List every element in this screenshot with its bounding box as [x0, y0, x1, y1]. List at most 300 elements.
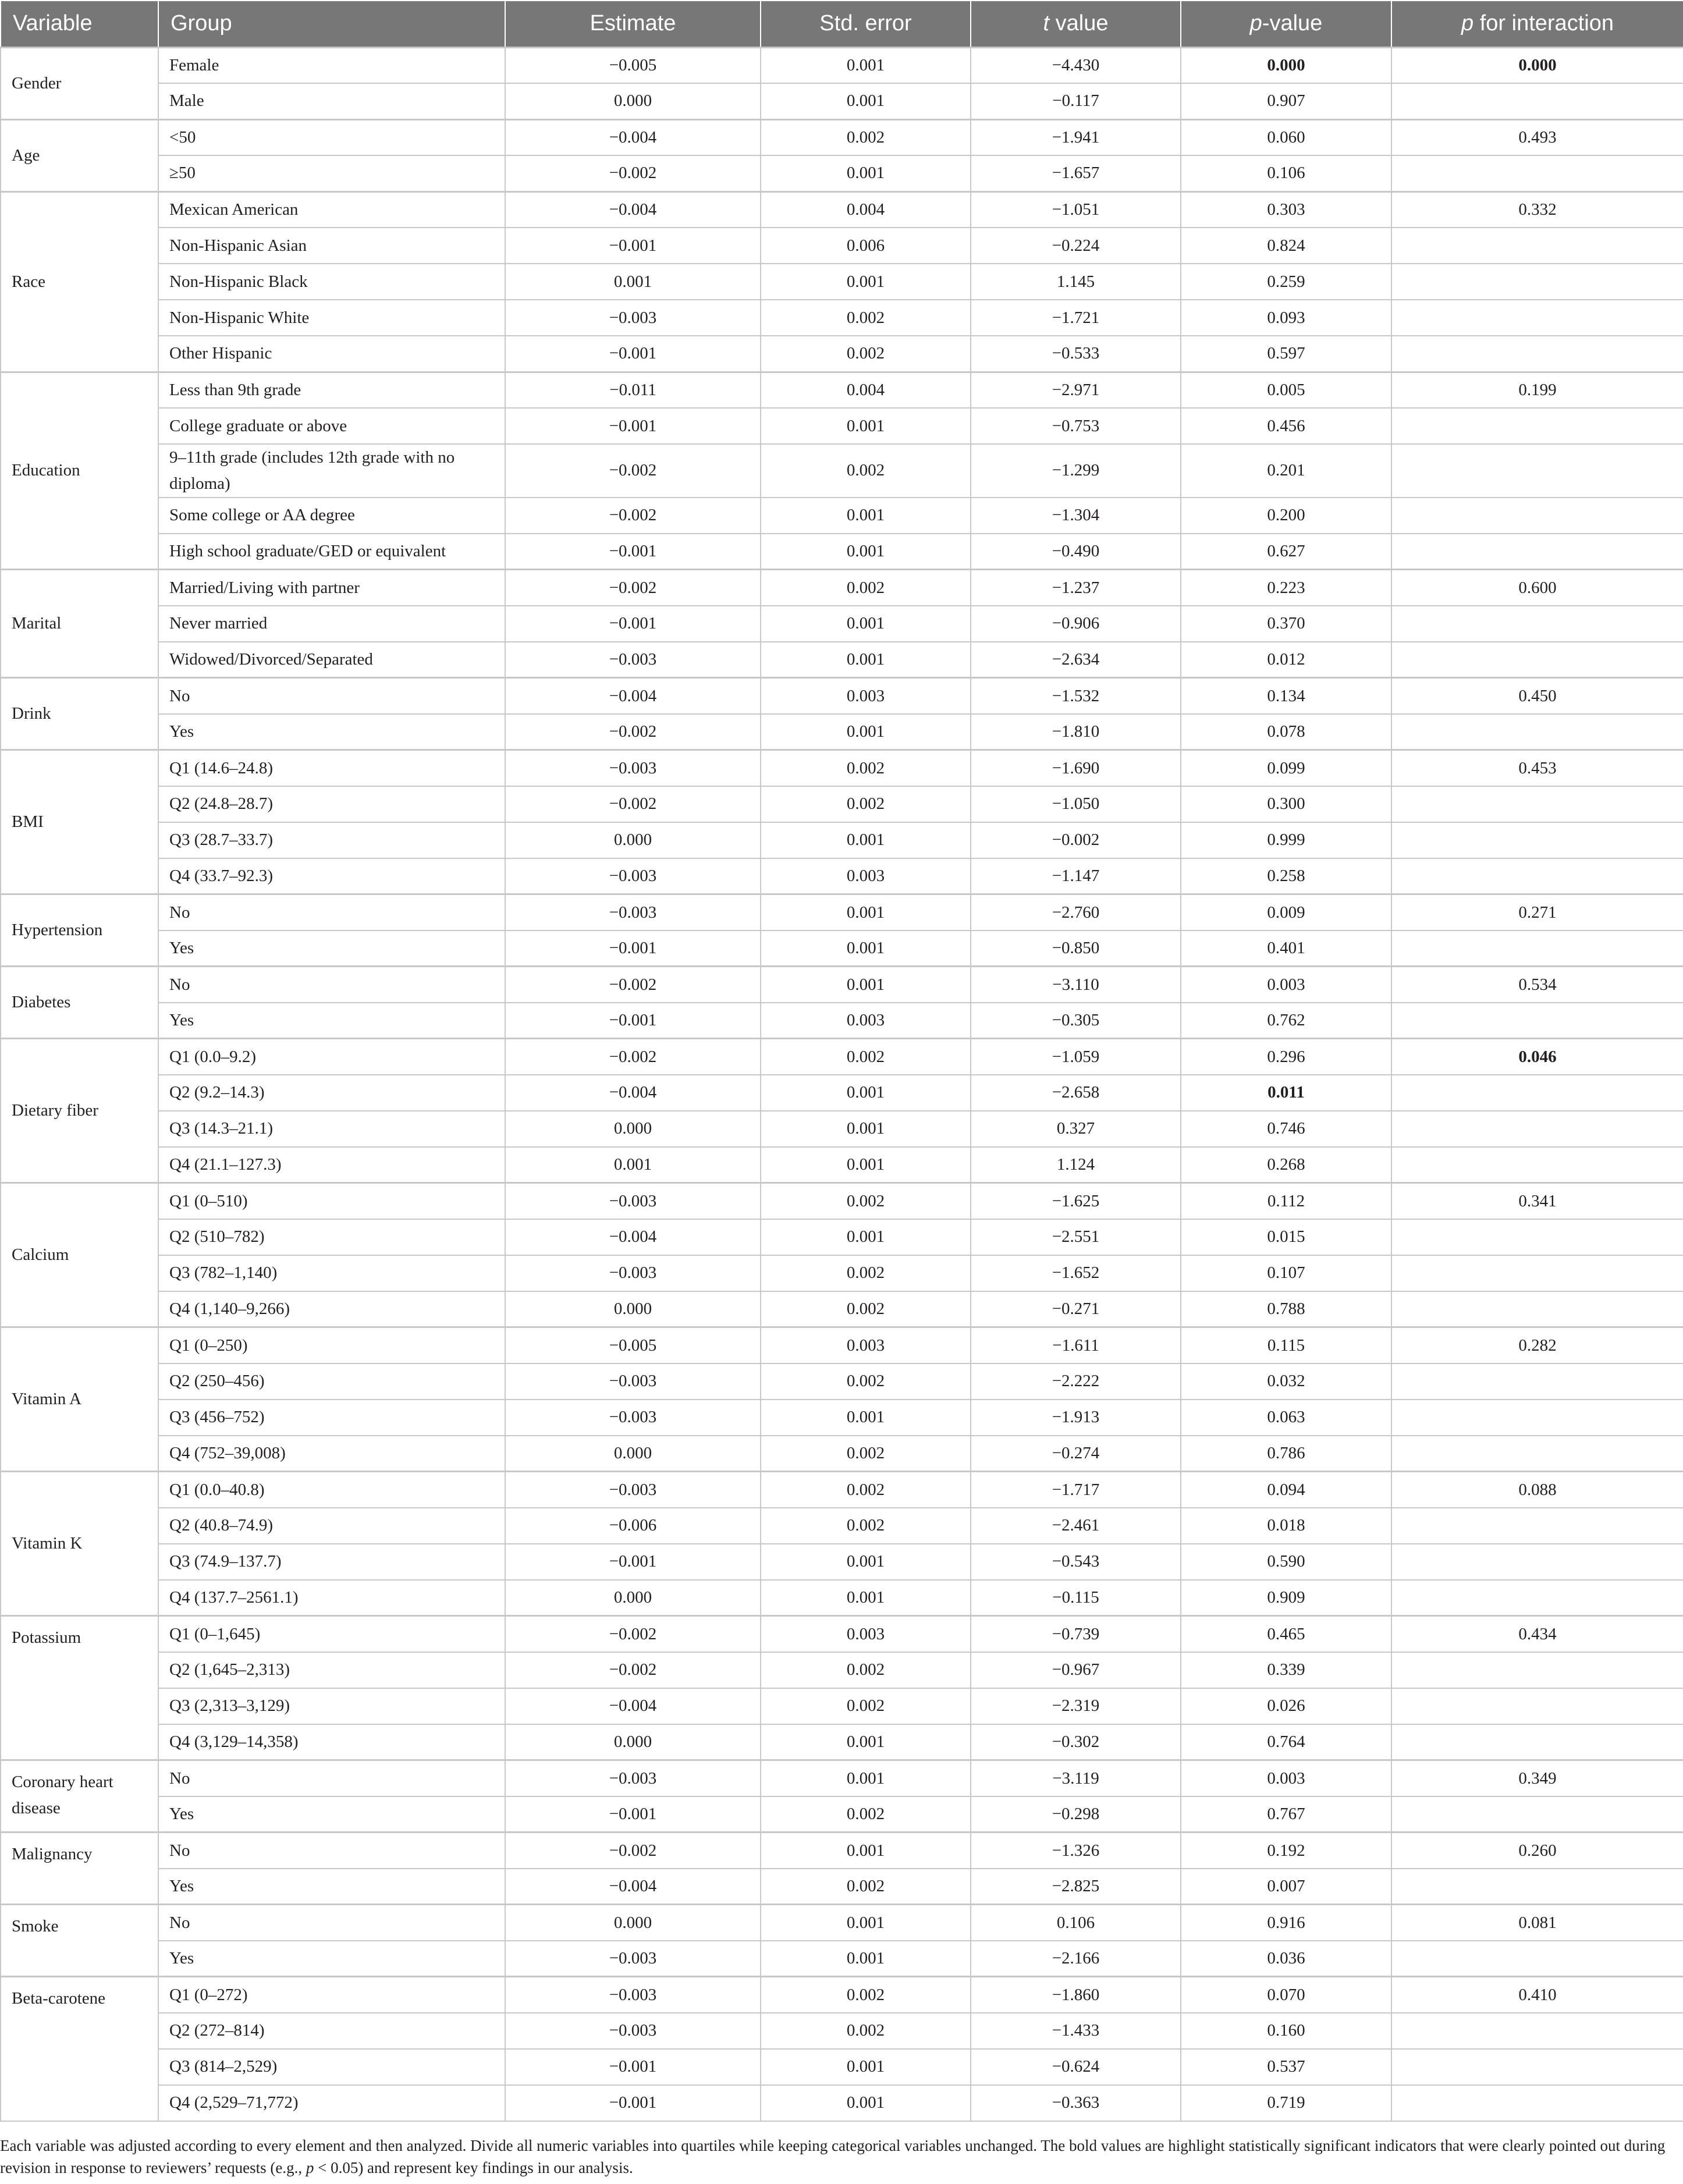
std-error-cell: 0.001 — [761, 1724, 971, 1760]
p-value-cell: 0.786 — [1181, 1436, 1391, 1472]
t-value-cell: −1.941 — [971, 119, 1181, 155]
table-row — [1, 155, 1683, 191]
table-row — [1, 858, 1683, 894]
p-interaction-cell: 0.349 — [1391, 1760, 1683, 1796]
estimate-cell: −0.001 — [505, 1796, 761, 1833]
p-value-cell: 0.018 — [1181, 1508, 1391, 1544]
p-interaction-cell: 0.434 — [1391, 1616, 1683, 1652]
estimate-cell: −0.001 — [505, 1003, 761, 1039]
table-row — [1, 606, 1683, 642]
t-value-cell: −2.634 — [971, 642, 1181, 678]
p-interaction-cell — [1391, 408, 1683, 444]
estimate-cell: −0.003 — [505, 858, 761, 894]
t-value-cell: −0.271 — [971, 1291, 1181, 1327]
p-value-cell: 0.258 — [1181, 858, 1391, 894]
group-cell: Q3 (814–2,529) — [158, 2049, 505, 2085]
std-error-cell: 0.002 — [761, 1183, 971, 1219]
table-row — [1, 1977, 1683, 2013]
t-value-cell: −1.299 — [971, 444, 1181, 498]
t-value-cell: −0.002 — [971, 822, 1181, 858]
table-row — [1, 1833, 1683, 1869]
t-value-cell: −0.302 — [971, 1724, 1181, 1760]
p-value-cell: 0.000 — [1181, 47, 1391, 83]
header-p-interaction-symbol: p — [1461, 11, 1474, 36]
t-value-cell: −2.222 — [971, 1363, 1181, 1400]
t-value-cell: −0.115 — [971, 1580, 1181, 1616]
table-row — [1, 372, 1683, 408]
table-row — [1, 642, 1683, 678]
t-value-cell: −0.363 — [971, 2085, 1181, 2121]
std-error-cell: 0.003 — [761, 858, 971, 894]
std-error-cell: 0.001 — [761, 931, 971, 967]
variable-cell: Gender — [1, 47, 158, 119]
p-value-cell: 0.999 — [1181, 822, 1391, 858]
p-value-cell: 0.099 — [1181, 750, 1391, 786]
table-row — [1, 264, 1683, 300]
p-interaction-cell — [1391, 1508, 1683, 1544]
header-t-symbol: t — [1043, 11, 1050, 36]
std-error-cell: 0.001 — [761, 1580, 971, 1616]
estimate-cell: 0.001 — [505, 1147, 761, 1183]
group-cell: Less than 9th grade — [158, 372, 505, 408]
p-value-cell: 0.300 — [1181, 786, 1391, 822]
estimate-cell: −0.003 — [505, 750, 761, 786]
estimate-cell: 0.000 — [505, 1905, 761, 1941]
group-cell: Q4 (33.7–92.3) — [158, 858, 505, 894]
p-value-cell: 0.200 — [1181, 498, 1391, 534]
estimate-cell: −0.004 — [505, 1219, 761, 1255]
table-row — [1, 1652, 1683, 1688]
p-interaction-cell — [1391, 2049, 1683, 2085]
estimate-cell: −0.001 — [505, 931, 761, 967]
table-row — [1, 1688, 1683, 1724]
t-value-cell: −0.967 — [971, 1652, 1181, 1688]
t-value-cell: −1.059 — [971, 1039, 1181, 1075]
std-error-cell: 0.001 — [761, 1544, 971, 1580]
group-cell: <50 — [158, 119, 505, 155]
t-value-cell: −1.147 — [971, 858, 1181, 894]
group-cell: Q2 (9.2–14.3) — [158, 1075, 505, 1111]
table-row — [1, 786, 1683, 822]
estimate-cell: 0.000 — [505, 1291, 761, 1327]
p-interaction-cell: 0.088 — [1391, 1472, 1683, 1508]
table-row — [1, 1472, 1683, 1508]
footnote-text-end: < 0.05) and represent key findings in our analysis. — [314, 2159, 633, 2176]
std-error-cell: 0.002 — [761, 1508, 971, 1544]
p-value-cell: 0.909 — [1181, 1580, 1391, 1616]
p-interaction-cell: 0.046 — [1391, 1039, 1683, 1075]
group-cell: No — [158, 1760, 505, 1796]
estimate-cell: 0.000 — [505, 822, 761, 858]
estimate-cell: −0.003 — [505, 1183, 761, 1219]
std-error-cell: 0.001 — [761, 534, 971, 570]
table-row — [1, 1760, 1683, 1796]
t-value-cell: −1.860 — [971, 1977, 1181, 2013]
p-value-cell: 0.762 — [1181, 1003, 1391, 1039]
group-cell: Female — [158, 47, 505, 83]
group-cell: Yes — [158, 931, 505, 967]
header-p-label: -value — [1262, 11, 1323, 36]
group-cell: Q2 (510–782) — [158, 1219, 505, 1255]
p-value-cell: 0.094 — [1181, 1472, 1391, 1508]
p-interaction-cell: 0.332 — [1391, 191, 1683, 228]
p-interaction-cell — [1391, 300, 1683, 336]
p-interaction-cell — [1391, 1255, 1683, 1291]
std-error-cell: 0.001 — [761, 2049, 971, 2085]
estimate-cell: −0.002 — [505, 1039, 761, 1075]
t-value-cell: −1.050 — [971, 786, 1181, 822]
table-row — [1, 1111, 1683, 1147]
p-value-cell: 0.590 — [1181, 1544, 1391, 1580]
table-row — [1, 1616, 1683, 1652]
p-interaction-cell: 0.534 — [1391, 967, 1683, 1003]
t-value-cell: −1.717 — [971, 1472, 1181, 1508]
table-row — [1, 336, 1683, 372]
estimate-cell: −0.005 — [505, 47, 761, 83]
p-interaction-cell: 0.199 — [1391, 372, 1683, 408]
p-interaction-cell — [1391, 1544, 1683, 1580]
variable-cell: Dietary fiber — [1, 1039, 158, 1183]
table-row — [1, 2013, 1683, 2049]
group-cell: Q4 (3,129–14,358) — [158, 1724, 505, 1760]
group-cell: High school graduate/GED or equivalent — [158, 534, 505, 570]
table-row — [1, 1075, 1683, 1111]
t-value-cell: −0.739 — [971, 1616, 1181, 1652]
group-cell: Male — [158, 83, 505, 119]
std-error-cell: 0.001 — [761, 1219, 971, 1255]
table-row — [1, 1219, 1683, 1255]
t-value-cell: 0.106 — [971, 1905, 1181, 1941]
p-value-cell: 0.303 — [1181, 191, 1391, 228]
t-value-cell: −0.117 — [971, 83, 1181, 119]
group-cell: College graduate or above — [158, 408, 505, 444]
p-interaction-cell — [1391, 228, 1683, 264]
std-error-cell: 0.002 — [761, 1869, 971, 1905]
p-value-cell: 0.012 — [1181, 642, 1391, 678]
variable-cell: Beta-carotene — [1, 1977, 158, 2121]
group-cell: Q3 (782–1,140) — [158, 1255, 505, 1291]
std-error-cell: 0.002 — [761, 119, 971, 155]
p-interaction-cell — [1391, 1869, 1683, 1905]
header-estimate: Estimate — [505, 1, 761, 47]
p-value-cell: 0.060 — [1181, 119, 1391, 155]
t-value-cell: −2.461 — [971, 1508, 1181, 1544]
table-row — [1, 1724, 1683, 1760]
p-interaction-cell: 0.260 — [1391, 1833, 1683, 1869]
group-cell: Q3 (74.9–137.7) — [158, 1544, 505, 1580]
t-value-cell: −2.825 — [971, 1869, 1181, 1905]
variable-cell: Malignancy — [1, 1833, 158, 1905]
header-t-label: value — [1049, 11, 1109, 36]
estimate-cell: 0.000 — [505, 1111, 761, 1147]
p-interaction-cell — [1391, 1941, 1683, 1977]
p-interaction-cell — [1391, 1400, 1683, 1436]
std-error-cell: 0.001 — [761, 606, 971, 642]
p-interaction-cell: 0.000 — [1391, 47, 1683, 83]
t-value-cell: −1.326 — [971, 1833, 1181, 1869]
std-error-cell: 0.002 — [761, 444, 971, 498]
group-cell: ≥50 — [158, 155, 505, 191]
std-error-cell: 0.002 — [761, 1688, 971, 1724]
group-cell: Some college or AA degree — [158, 498, 505, 534]
std-error-cell: 0.006 — [761, 228, 971, 264]
group-cell: Q3 (2,313–3,129) — [158, 1688, 505, 1724]
estimate-cell: −0.003 — [505, 1977, 761, 2013]
p-value-cell: 0.009 — [1181, 894, 1391, 931]
group-cell: Widowed/Divorced/Separated — [158, 642, 505, 678]
t-value-cell: −2.760 — [971, 894, 1181, 931]
t-value-cell: −3.110 — [971, 967, 1181, 1003]
table-row — [1, 967, 1683, 1003]
group-cell: Q2 (24.8–28.7) — [158, 786, 505, 822]
p-value-cell: 0.824 — [1181, 228, 1391, 264]
table-row — [1, 1039, 1683, 1075]
estimate-cell: −0.004 — [505, 191, 761, 228]
estimate-cell: −0.002 — [505, 967, 761, 1003]
group-cell: 9–11th grade (includes 12th grade with no diploma) — [158, 444, 505, 498]
t-value-cell: −0.274 — [971, 1436, 1181, 1472]
estimate-cell: −0.002 — [505, 1652, 761, 1688]
std-error-cell: 0.001 — [761, 967, 971, 1003]
table-row — [1, 678, 1683, 714]
p-value-cell: 0.093 — [1181, 300, 1391, 336]
p-value-cell: 0.007 — [1181, 1869, 1391, 1905]
p-value-cell: 0.767 — [1181, 1796, 1391, 1833]
estimate-cell: −0.002 — [505, 1616, 761, 1652]
table-row — [1, 1905, 1683, 1941]
std-error-cell: 0.001 — [761, 47, 971, 83]
estimate-cell: −0.003 — [505, 642, 761, 678]
std-error-cell: 0.001 — [761, 83, 971, 119]
table-row — [1, 931, 1683, 967]
p-value-cell: 0.296 — [1181, 1039, 1391, 1075]
std-error-cell: 0.001 — [761, 1400, 971, 1436]
group-cell: Q1 (0.0–40.8) — [158, 1472, 505, 1508]
group-cell: Q2 (40.8–74.9) — [158, 1508, 505, 1544]
p-interaction-cell — [1391, 83, 1683, 119]
p-value-cell: 0.003 — [1181, 1760, 1391, 1796]
group-cell: Q1 (0–1,645) — [158, 1616, 505, 1652]
std-error-cell: 0.002 — [761, 570, 971, 606]
estimate-cell: −0.002 — [505, 786, 761, 822]
std-error-cell: 0.001 — [761, 714, 971, 750]
estimate-cell: −0.001 — [505, 534, 761, 570]
t-value-cell: −1.304 — [971, 498, 1181, 534]
std-error-cell: 0.002 — [761, 1255, 971, 1291]
p-interaction-cell — [1391, 444, 1683, 498]
p-value-cell: 0.201 — [1181, 444, 1391, 498]
estimate-cell: −0.003 — [505, 1255, 761, 1291]
table-row — [1, 1327, 1683, 1363]
p-value-cell: 0.268 — [1181, 1147, 1391, 1183]
estimate-cell: −0.004 — [505, 1075, 761, 1111]
group-cell: No — [158, 678, 505, 714]
p-value-cell: 0.107 — [1181, 1255, 1391, 1291]
p-interaction-cell — [1391, 2085, 1683, 2121]
std-error-cell: 0.002 — [761, 1652, 971, 1688]
estimate-cell: 0.001 — [505, 264, 761, 300]
std-error-cell: 0.001 — [761, 1147, 971, 1183]
estimate-cell: −0.002 — [505, 444, 761, 498]
group-cell: Q1 (14.6–24.8) — [158, 750, 505, 786]
table-row — [1, 47, 1683, 83]
p-value-cell: 0.719 — [1181, 2085, 1391, 2121]
group-cell: Q3 (456–752) — [158, 1400, 505, 1436]
p-interaction-cell — [1391, 2013, 1683, 2049]
group-cell: No — [158, 1833, 505, 1869]
std-error-cell: 0.003 — [761, 1327, 971, 1363]
p-interaction-cell — [1391, 606, 1683, 642]
p-value-cell: 0.070 — [1181, 1977, 1391, 2013]
p-interaction-cell — [1391, 498, 1683, 534]
group-cell: Q4 (752–39,008) — [158, 1436, 505, 1472]
p-interaction-cell — [1391, 1580, 1683, 1616]
p-interaction-cell — [1391, 714, 1683, 750]
p-interaction-cell: 0.282 — [1391, 1327, 1683, 1363]
table-row — [1, 1003, 1683, 1039]
estimate-cell: −0.002 — [505, 1833, 761, 1869]
p-interaction-cell — [1391, 534, 1683, 570]
t-value-cell: −2.166 — [971, 1941, 1181, 1977]
table-row — [1, 1580, 1683, 1616]
table-row — [1, 714, 1683, 750]
std-error-cell: 0.002 — [761, 1796, 971, 1833]
p-interaction-cell: 0.600 — [1391, 570, 1683, 606]
p-interaction-cell — [1391, 1219, 1683, 1255]
estimate-cell: −0.002 — [505, 498, 761, 534]
std-error-cell: 0.001 — [761, 1760, 971, 1796]
header-p-value — [1181, 1, 1391, 47]
std-error-cell: 0.002 — [761, 1039, 971, 1075]
t-value-cell: −1.611 — [971, 1327, 1181, 1363]
t-value-cell: −2.658 — [971, 1075, 1181, 1111]
p-interaction-cell — [1391, 1111, 1683, 1147]
t-value-cell: −0.624 — [971, 2049, 1181, 2085]
p-value-cell: 0.078 — [1181, 714, 1391, 750]
variable-cell: Vitamin A — [1, 1327, 158, 1472]
estimate-cell: −0.001 — [505, 2049, 761, 2085]
group-cell: Q4 (137.7–2561.1) — [158, 1580, 505, 1616]
p-value-cell: 0.134 — [1181, 678, 1391, 714]
std-error-cell: 0.001 — [761, 1075, 971, 1111]
p-value-cell: 0.026 — [1181, 1688, 1391, 1724]
std-error-cell: 0.003 — [761, 678, 971, 714]
p-value-cell: 0.401 — [1181, 931, 1391, 967]
variable-cell: Coronary heart disease — [1, 1760, 158, 1833]
p-interaction-cell — [1391, 1291, 1683, 1327]
header-t-value — [971, 1, 1181, 47]
group-cell: No — [158, 894, 505, 931]
table-row — [1, 1941, 1683, 1977]
table-row — [1, 2049, 1683, 2085]
p-interaction-cell — [1391, 786, 1683, 822]
table-row — [1, 570, 1683, 606]
std-error-cell: 0.003 — [761, 1003, 971, 1039]
estimate-cell: −0.002 — [505, 714, 761, 750]
t-value-cell: 1.124 — [971, 1147, 1181, 1183]
table-row — [1, 1436, 1683, 1472]
header-std-error: Std. error — [761, 1, 971, 47]
std-error-cell: 0.001 — [761, 1833, 971, 1869]
std-error-cell: 0.002 — [761, 750, 971, 786]
p-value-cell: 0.537 — [1181, 2049, 1391, 2085]
footnote-p-symbol: p — [306, 2159, 314, 2176]
estimate-cell: −0.001 — [505, 1544, 761, 1580]
estimate-cell: −0.003 — [505, 894, 761, 931]
std-error-cell: 0.001 — [761, 498, 971, 534]
header-p-symbol: p — [1249, 11, 1262, 36]
p-interaction-cell — [1391, 1147, 1683, 1183]
table-row — [1, 750, 1683, 786]
std-error-cell: 0.001 — [761, 1941, 971, 1977]
t-value-cell: −2.971 — [971, 372, 1181, 408]
p-interaction-cell — [1391, 822, 1683, 858]
variable-cell: Vitamin K — [1, 1472, 158, 1616]
estimate-cell: 0.000 — [505, 83, 761, 119]
t-value-cell: −0.850 — [971, 931, 1181, 967]
group-cell: Married/Living with partner — [158, 570, 505, 606]
std-error-cell: 0.001 — [761, 642, 971, 678]
estimate-cell: −0.003 — [505, 1760, 761, 1796]
variable-cell: Drink — [1, 678, 158, 750]
group-cell: Other Hispanic — [158, 336, 505, 372]
table-row — [1, 822, 1683, 858]
group-cell: Q2 (250–456) — [158, 1363, 505, 1400]
table-row — [1, 191, 1683, 228]
table-row — [1, 1400, 1683, 1436]
t-value-cell: −4.430 — [971, 47, 1181, 83]
group-cell: Yes — [158, 1003, 505, 1039]
group-cell: Q1 (0–250) — [158, 1327, 505, 1363]
p-value-cell: 0.370 — [1181, 606, 1391, 642]
t-value-cell: −0.543 — [971, 1544, 1181, 1580]
table-row — [1, 1796, 1683, 1833]
p-interaction-cell: 0.493 — [1391, 119, 1683, 155]
p-value-cell: 0.916 — [1181, 1905, 1391, 1941]
p-interaction-cell — [1391, 1652, 1683, 1688]
group-cell: Mexican American — [158, 191, 505, 228]
variable-cell: Race — [1, 191, 158, 372]
t-value-cell: 1.145 — [971, 264, 1181, 300]
std-error-cell: 0.001 — [761, 155, 971, 191]
estimate-cell: 0.000 — [505, 1436, 761, 1472]
group-cell: Non-Hispanic White — [158, 300, 505, 336]
t-value-cell: −1.237 — [971, 570, 1181, 606]
std-error-cell: 0.003 — [761, 1616, 971, 1652]
header-group: Group — [158, 1, 505, 47]
variable-cell: Calcium — [1, 1183, 158, 1327]
p-value-cell: 0.192 — [1181, 1833, 1391, 1869]
estimate-cell: −0.001 — [505, 408, 761, 444]
std-error-cell: 0.001 — [761, 264, 971, 300]
estimate-cell: 0.000 — [505, 1724, 761, 1760]
estimate-cell: −0.003 — [505, 1363, 761, 1400]
std-error-cell: 0.002 — [761, 786, 971, 822]
std-error-cell: 0.002 — [761, 300, 971, 336]
t-value-cell: 0.327 — [971, 1111, 1181, 1147]
p-value-cell: 0.746 — [1181, 1111, 1391, 1147]
table-row — [1, 2085, 1683, 2121]
table-body — [1, 47, 1683, 2121]
std-error-cell: 0.004 — [761, 372, 971, 408]
estimate-cell: −0.003 — [505, 2013, 761, 2049]
table-row — [1, 1147, 1683, 1183]
table-row — [1, 1363, 1683, 1400]
variable-cell: BMI — [1, 750, 158, 894]
table-row — [1, 894, 1683, 931]
t-value-cell: −0.224 — [971, 228, 1181, 264]
p-value-cell: 0.764 — [1181, 1724, 1391, 1760]
